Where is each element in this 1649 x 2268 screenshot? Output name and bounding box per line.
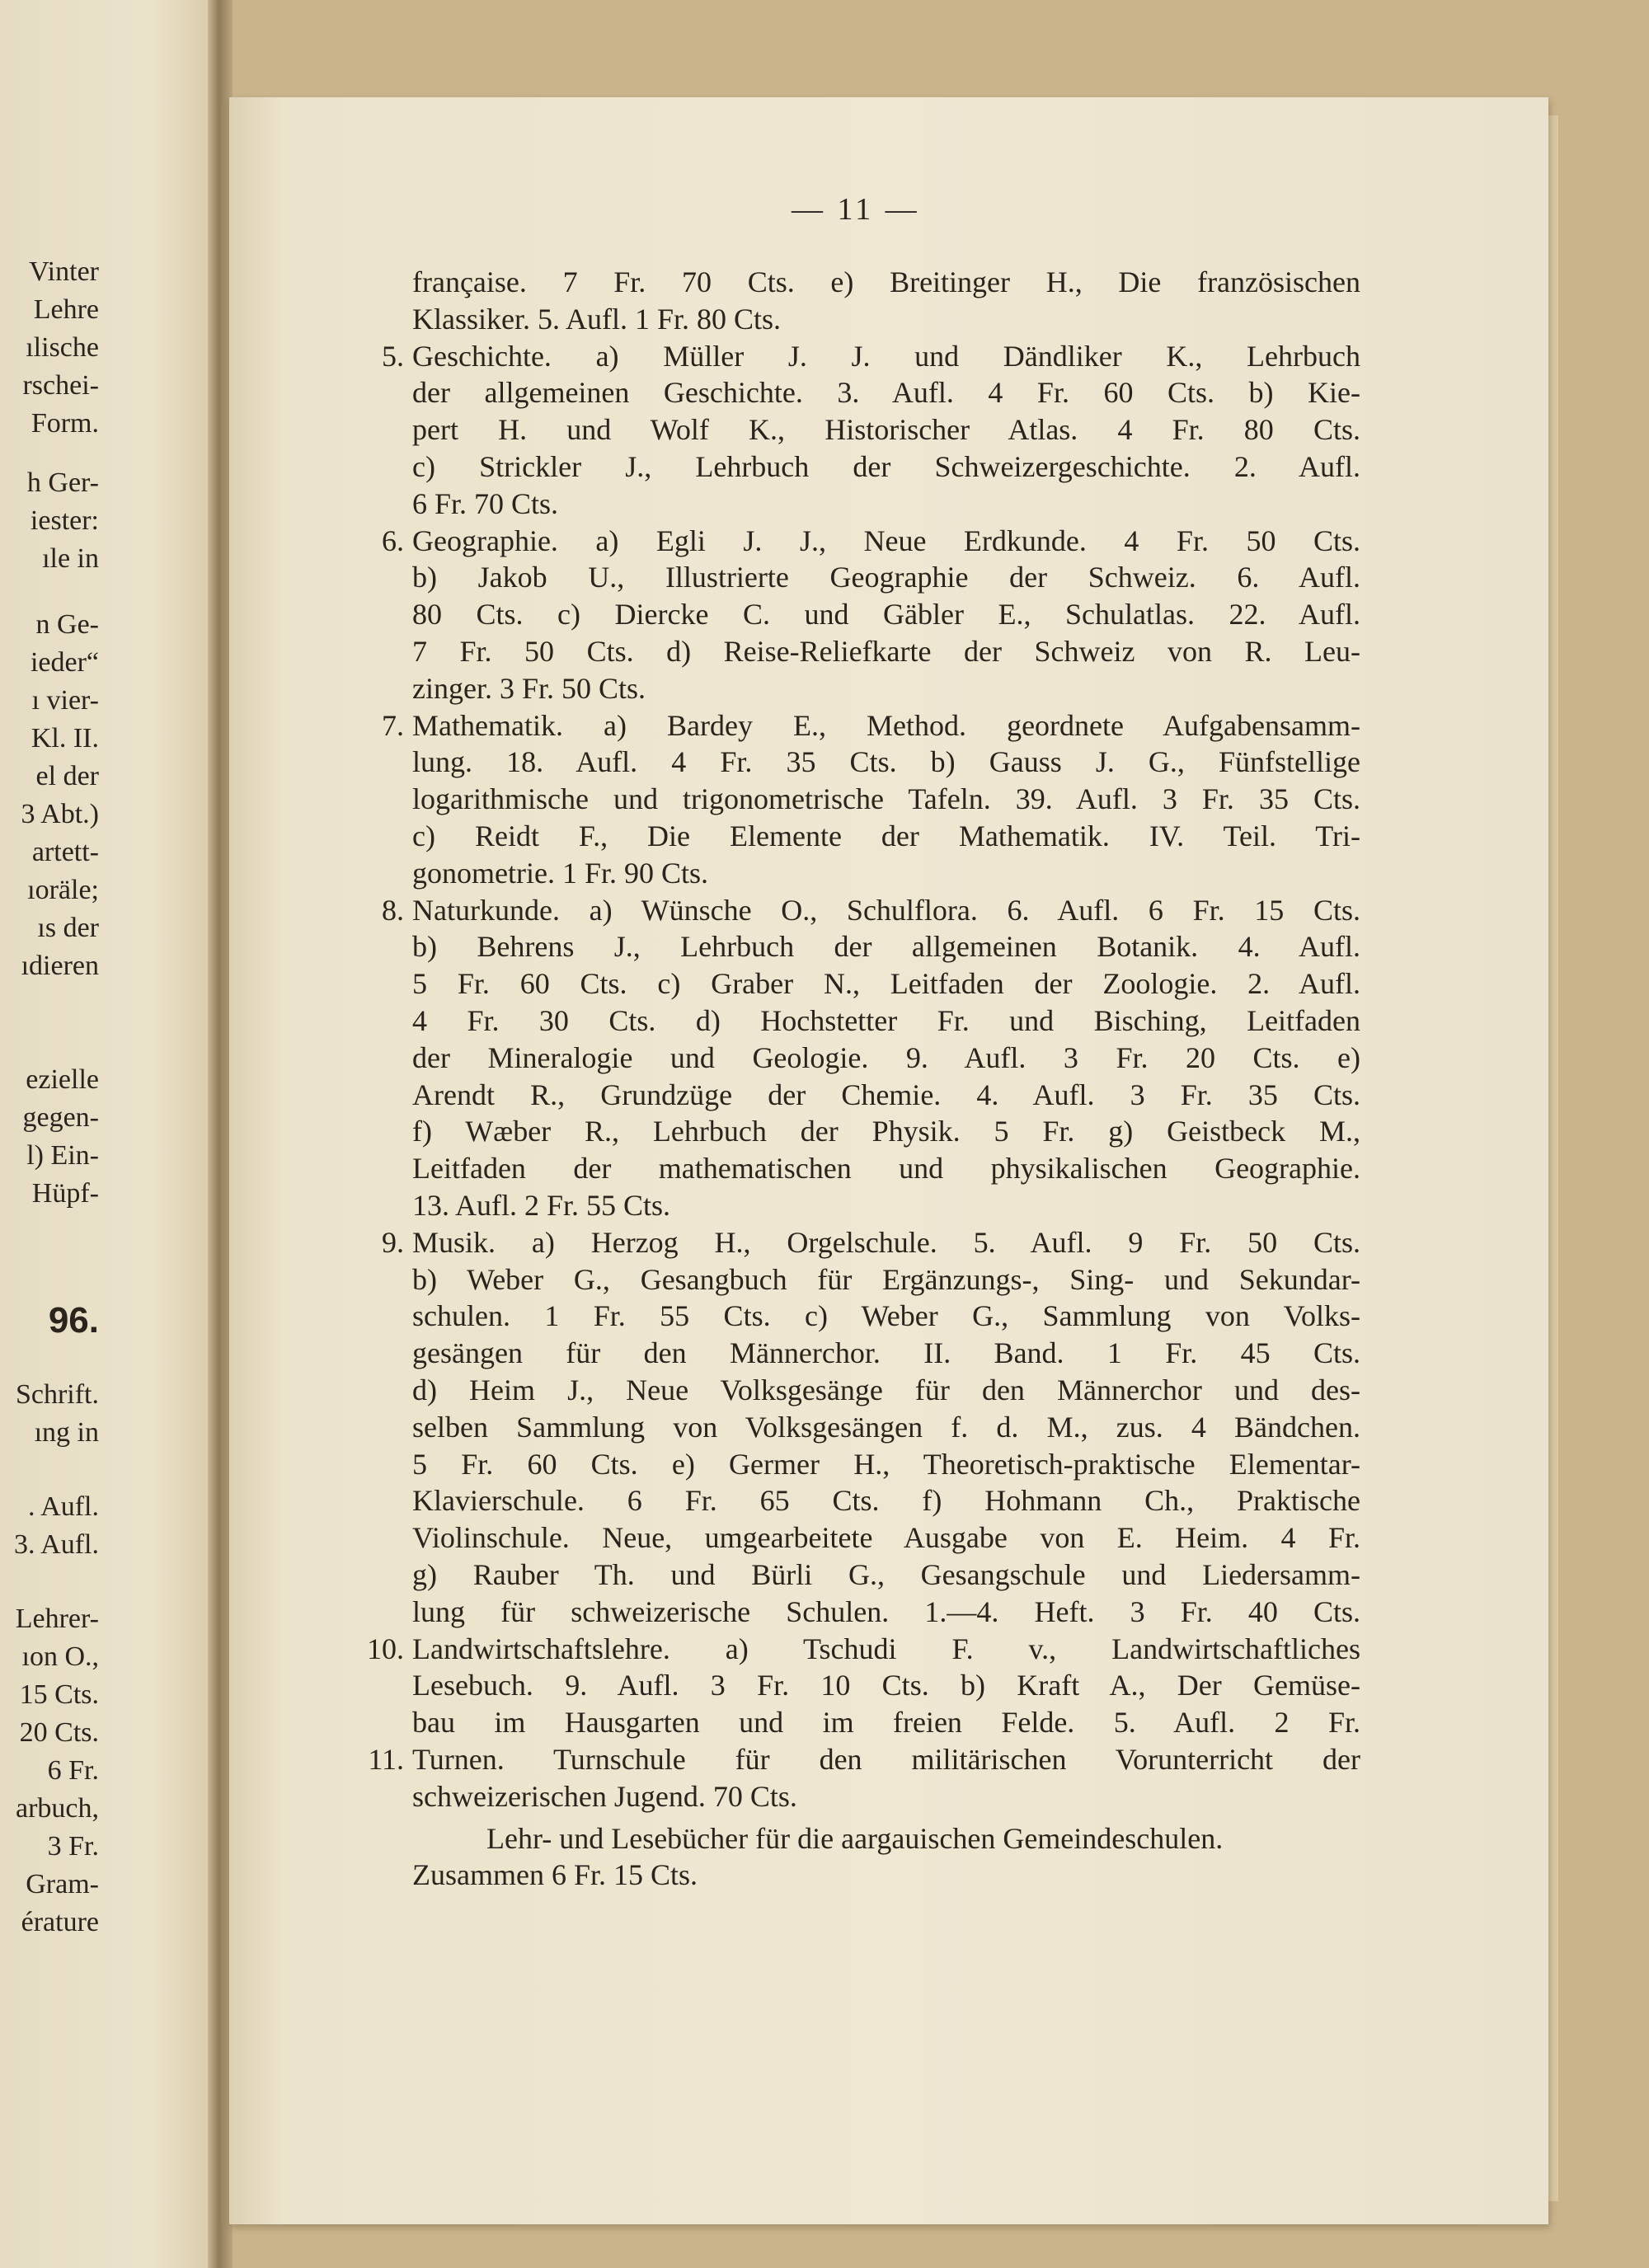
left-page-line: . Aufl. <box>28 1491 99 1522</box>
text-line: Musik. a) Herzog H., Orgelschule. 5. Aufl. 9 Fr. 50 Cts. <box>412 1225 1360 1259</box>
left-page-line: ıng in <box>34 1417 99 1448</box>
text-line: selben Sammlung von Volksgesängen f. d. M., zus. 4 Bändchen. <box>412 1410 1360 1444</box>
text-line: logarithmische und trigonometrische Tafeln. 39. Aufl. 3 Fr. 35 Cts. <box>412 782 1360 816</box>
text-line: Naturkunde. a) Wünsche O., Schulflora. 6. Aufl. 6 Fr. 15 Cts. <box>412 893 1360 927</box>
left-page-line: ezielle <box>26 1064 99 1095</box>
text-line: Mathematik. a) Bardey E., Method. geordnete Aufgabensamm- <box>412 708 1360 742</box>
text-line: f) Wæber R., Lehrbuch der Physik. 5 Fr. g) Geistbeck M., <box>412 1115 1360 1148</box>
left-page-line: érature <box>21 1907 99 1937</box>
text-line: der Mineralogie und Geologie. 9. Aufl. 3 Fr. 20 Cts. e) <box>412 1040 1360 1074</box>
text-line: 5 Fr. 60 Cts. c) Graber N., Leitfaden der Zoologie. 2. Aufl. <box>412 967 1360 1001</box>
left-page-line: h Ger- <box>26 467 99 498</box>
section-number: 5. <box>382 339 404 373</box>
text-line: Violinschule. Neue, umgearbeitete Ausgabe von E. Heim. 4 Fr. <box>412 1521 1360 1555</box>
left-page-line: n Ge- <box>35 609 99 640</box>
section-number: 6. <box>382 524 404 557</box>
text-line: Lesebuch. 9. Aufl. 3 Fr. 10 Cts. b) Kraft A., Der Gemüse- <box>412 1669 1360 1702</box>
text-line: Arendt R., Grundzüge der Chemie. 4. Aufl. 3 Fr. 35 Cts. <box>412 1078 1360 1111</box>
left-page-line: 3. Aufl. <box>14 1529 99 1560</box>
text-line: 13. Aufl. 2 Fr. 55 Cts. <box>412 1189 671 1222</box>
section-number: 11. <box>368 1743 404 1776</box>
text-line: g) Rauber Th. und Bürli G., Gesangschule und Liedersamm- <box>412 1558 1360 1591</box>
text-line: Leitfaden der mathematischen und physikalischen Geographie. <box>412 1152 1360 1186</box>
text-line: 4 Fr. 30 Cts. d) Hochstetter Fr. und Bisching, Leitfaden <box>412 1004 1360 1037</box>
text-line: Turnen. Turnschule für den militärischen Vorunterricht der <box>412 1743 1360 1776</box>
left-page-line: 6 Fr. <box>47 1755 99 1786</box>
left-page-line: ıon O., <box>21 1641 99 1672</box>
left-page-line: Form. <box>31 408 99 439</box>
left-page-line: rschei- <box>22 370 99 401</box>
text-line: Landwirtschaftslehre. a) Tschudi F. v., Landwirtschaftliches <box>412 1632 1360 1665</box>
text-line: der allgemeinen Geschichte. 3. Aufl. 4 Fr. 60 Cts. b) Kie- <box>412 376 1360 410</box>
text-line: Geschichte. a) Müller J. J. und Dändliker K., Lehrbuch <box>412 339 1360 373</box>
left-page-line: 15 Cts. <box>19 1679 99 1710</box>
text-line: schweizerischen Jugend. 70 Cts. <box>412 1779 797 1813</box>
left-page-line: 3 Abt.) <box>21 799 99 829</box>
text-line: 80 Cts. c) Diercke C. und Gäbler E., Schulatlas. 22. Aufl. <box>412 598 1360 632</box>
left-page-line: ieder“ <box>30 647 99 678</box>
left-page-line: iester: <box>30 505 99 536</box>
text-line: Klassiker. 5. Aufl. 1 Fr. 80 Cts. <box>412 302 782 336</box>
page-edge <box>1548 115 1558 2201</box>
text-line: 6 Fr. 70 Cts. <box>412 486 559 520</box>
left-page-line: artett- <box>31 837 99 867</box>
text-line: bau im Hausgarten und im freien Felde. 5. Aufl. 2 Fr. <box>412 1706 1360 1740</box>
left-page-line: Vinter <box>29 256 99 287</box>
left-page-line: 20 Cts. <box>19 1717 99 1748</box>
left-page-line: ılische <box>26 332 99 363</box>
left-page-line: ıdieren <box>21 951 99 981</box>
left-page-line: ı vier- <box>31 685 99 716</box>
left-page-line: gegen- <box>22 1102 99 1133</box>
text-line: gesängen für den Männerchor. II. Band. 1 Fr. 45 Cts. <box>412 1336 1360 1370</box>
text-line: schulen. 1 Fr. 55 Cts. c) Weber G., Sammlung von Volks- <box>412 1299 1360 1333</box>
left-page-line: ıle in <box>42 543 99 574</box>
text-line: Geographie. a) Egli J. J., Neue Erdkunde. 4 Fr. 50 Cts. <box>412 524 1360 557</box>
left-page-line: l) Ein- <box>26 1140 99 1171</box>
text-line: pert H. und Wolf K., Historischer Atlas. 4 Fr. 80 Cts. <box>412 413 1360 447</box>
text-line: c) Strickler J., Lehrbuch der Schweizergeschichte. 2. Aufl. <box>412 450 1360 483</box>
text-line: d) Heim J., Neue Volksgesänge für den Männerchor und des- <box>412 1373 1360 1406</box>
text-line: zinger. 3 Fr. 50 Cts. <box>412 671 646 705</box>
text-line: b) Jakob U., Illustrierte Geographie der Schweiz. 6. Aufl. <box>412 561 1360 594</box>
text-line: 7 Fr. 50 Cts. d) Reise-Reliefkarte der Schweiz von R. Leu- <box>412 635 1360 668</box>
text-line: 5 Fr. 60 Cts. e) Germer H., Theoretisch-praktische Elementar- <box>412 1447 1360 1481</box>
left-page-line: arbuch, <box>15 1793 99 1824</box>
text-line: française. 7 Fr. 70 Cts. e) Breitinger H., Die französischen <box>412 265 1360 298</box>
left-page <box>0 0 216 2268</box>
left-page-line: Kl. II. <box>31 723 99 754</box>
left-page-line: el der <box>35 761 99 791</box>
text-line: lung für schweizerische Schulen. 1.—4. Heft. 3 Fr. 40 Cts. <box>412 1594 1360 1628</box>
text-line: Klavierschule. 6 Fr. 65 Cts. f) Hohmann Ch., Praktische <box>412 1484 1360 1518</box>
left-page-line: ıs der <box>37 913 99 943</box>
text-line: c) Reidt F., Die Elemente der Mathematik. IV. Teil. Tri- <box>412 819 1360 852</box>
left-page-line: 3 Fr. <box>47 1831 99 1862</box>
section-number: 10. <box>367 1632 404 1665</box>
left-page-line: Lehre <box>33 294 99 325</box>
left-page-line: Lehrer- <box>15 1604 99 1634</box>
left-page-line: Hüpf- <box>31 1178 99 1209</box>
closing-line: Zusammen 6 Fr. 15 Cts. <box>412 1858 698 1892</box>
text-line: gonometrie. 1 Fr. 90 Cts. <box>412 856 708 890</box>
left-page-line: 96. <box>48 1300 99 1341</box>
text-line: lung. 18. Aufl. 4 Fr. 35 Cts. b) Gauss J. G., Fünfstellige <box>412 745 1360 779</box>
section-number: 9. <box>382 1225 404 1259</box>
text-line: b) Weber G., Gesangbuch für Ergänzungs-, Sing- und Sekundar- <box>412 1262 1360 1296</box>
left-page-line: ıoräle; <box>27 875 99 905</box>
left-page-line: Schrift. <box>15 1379 99 1410</box>
section-number: 7. <box>382 708 404 742</box>
closing-line: Lehr- und Lesebücher für die aargauischen Gemeindeschulen. <box>486 1821 1224 1855</box>
page-number: — 11 — <box>792 192 920 227</box>
left-page-line: Gram- <box>26 1869 99 1899</box>
text-line: b) Behrens J., Lehrbuch der allgemeinen Botanik. 4. Aufl. <box>412 930 1360 964</box>
section-number: 8. <box>382 893 404 927</box>
